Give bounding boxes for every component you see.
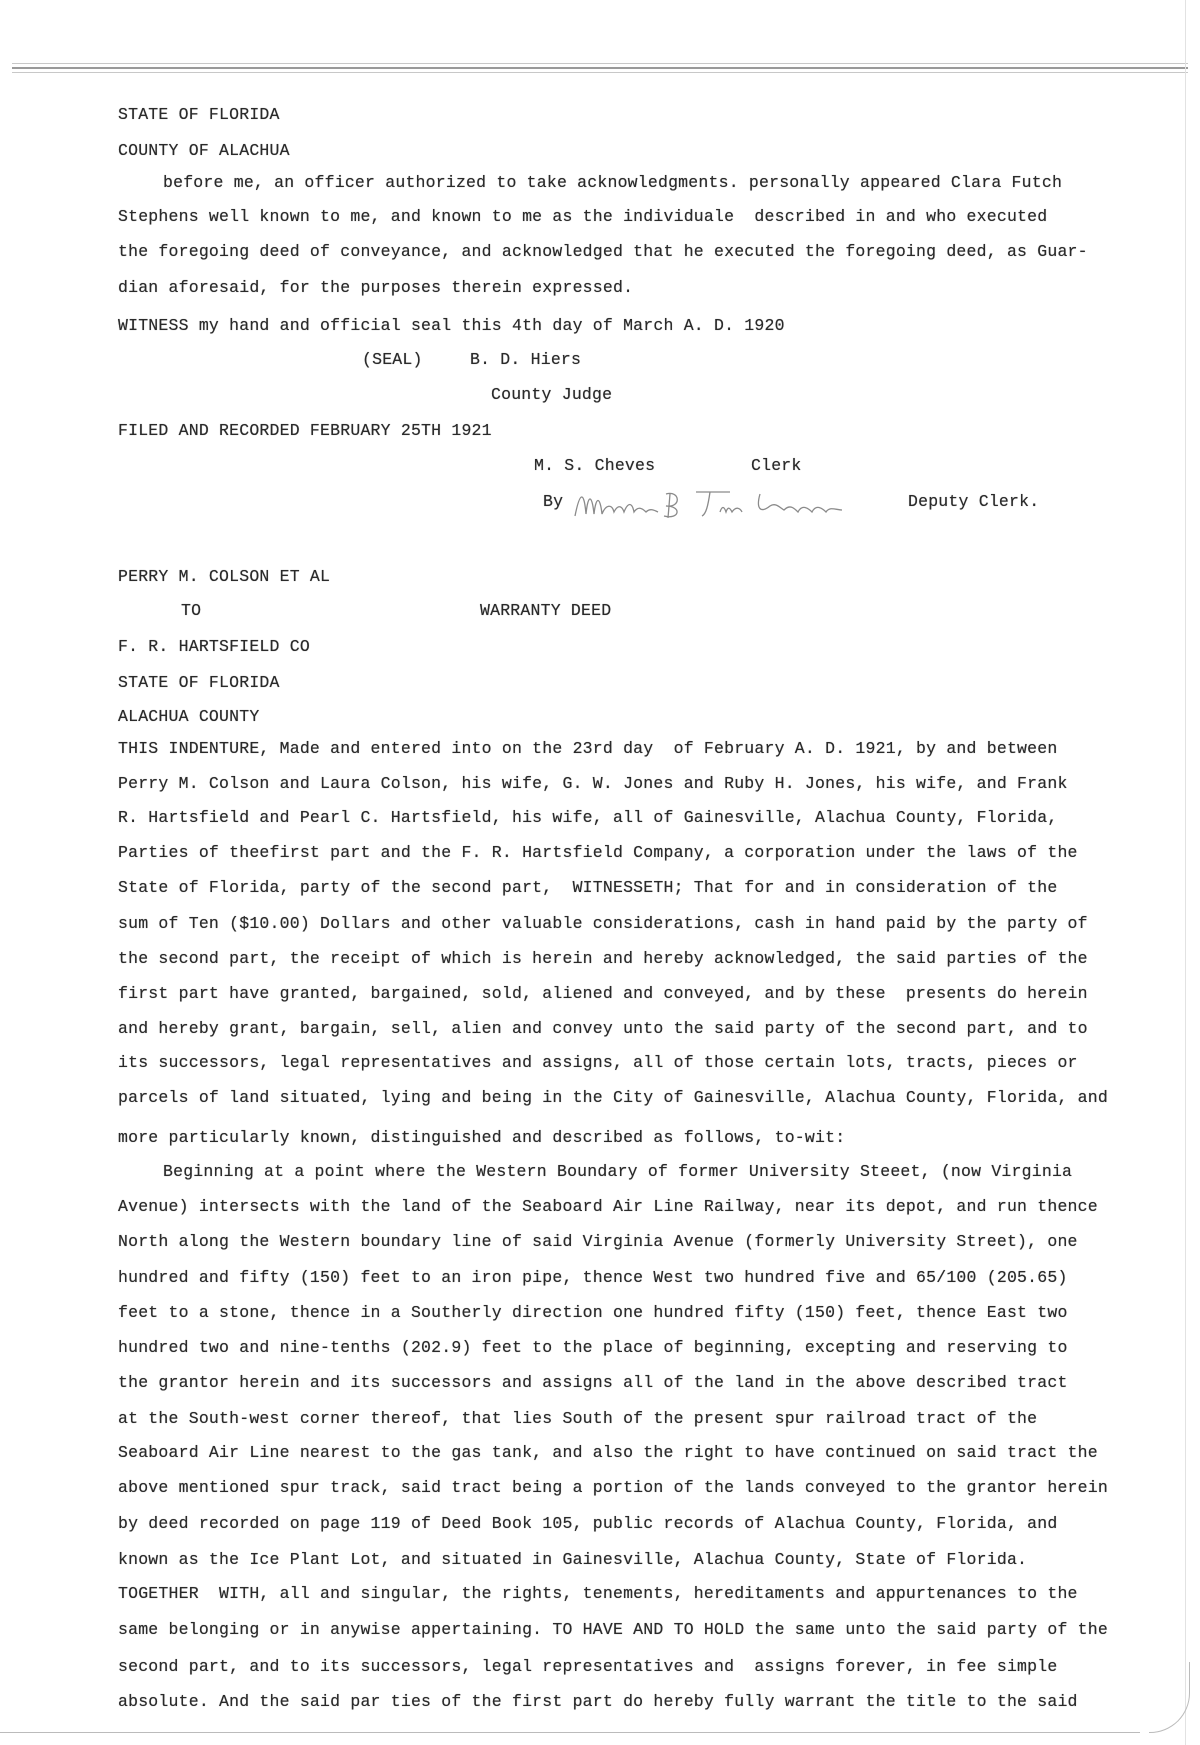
description-line: Beginning at a point where the Western Boundary of former University Steeet, (now Virginia bbox=[163, 1162, 1073, 1181]
description-line: Seaboard Air Line nearest to the gas tank, and also the right to have continued on said tract the bbox=[118, 1443, 1098, 1462]
indenture-line: THIS INDENTURE, Made and entered into on the 23rd day of February A. D. 1921, by and between bbox=[118, 739, 1058, 758]
description-line: by deed recorded on page 119 of Deed Book 105, public records of Alachua County, Florida, and bbox=[118, 1514, 1058, 1533]
indenture-line: first part have granted, bargained, sold, aliened and conveyed, and by these presents do herein bbox=[118, 984, 1088, 1003]
ack-state: STATE OF FLORIDA bbox=[118, 105, 280, 124]
page-edge bbox=[1185, 0, 1186, 1745]
description-line: at the South-west corner thereof, that lies South of the present spur railroad tract of the bbox=[118, 1409, 1038, 1428]
deed-state: STATE OF FLORIDA bbox=[118, 673, 280, 692]
filed-line: FILED AND RECORDED FEBRUARY 25TH 1921 bbox=[118, 421, 492, 440]
header-rule-top bbox=[12, 63, 1188, 64]
description-line: same belonging or in anywise appertaining. TO HAVE AND TO HOLD the same unto the said party of the bbox=[118, 1620, 1108, 1639]
description-line: the grantor herein and its successors and assigns all of the land in the above described tract bbox=[118, 1373, 1068, 1392]
description-line: North along the Western boundary line of said Virginia Avenue (formerly University Street), one bbox=[118, 1232, 1078, 1251]
description-line: feet to a stone, thence in a Southerly direction one hundred fifty (150) feet, thence East two bbox=[118, 1303, 1068, 1322]
indenture-line: and hereby grant, bargain, sell, alien and convey unto the said party of the second part, and to bbox=[118, 1019, 1088, 1038]
by-label: By bbox=[543, 492, 564, 511]
indenture-line: parcels of land situated, lying and being in the City of Gainesville, Alachua County, Florida, and bbox=[118, 1088, 1108, 1107]
deed-to: TO bbox=[181, 601, 202, 620]
ack-county: COUNTY OF ALACHUA bbox=[118, 141, 290, 160]
clerk-name: M. S. Cheves bbox=[534, 456, 656, 475]
header-rule-bottom bbox=[12, 72, 1188, 73]
ack-body-line: before me, an officer authorized to take acknowledgments. personally appeared Clara Futch bbox=[163, 173, 1063, 192]
indenture-line: the second part, the receipt of which is herein and hereby acknowledged, the said parties of the bbox=[118, 949, 1088, 968]
clerk-title: Clerk bbox=[751, 456, 802, 475]
handwritten-signature bbox=[570, 486, 910, 526]
description-line: hundred and fifty (150) feet to an iron pipe, thence West two hundred five and 65/100 (205.65) bbox=[118, 1268, 1068, 1287]
description-line: known as the Ice Plant Lot, and situated in Gainesville, Alachua County, State of Florida. bbox=[118, 1550, 1028, 1569]
judge-title: County Judge bbox=[491, 385, 613, 404]
description-line: TOGETHER WITH, all and singular, the rights, tenements, hereditaments and appurtenances to the bbox=[118, 1584, 1078, 1603]
footer-rule bbox=[0, 1732, 1140, 1733]
indenture-line: sum of Ten ($10.00) Dollars and other valuable considerations, cash in hand paid by the party of bbox=[118, 914, 1088, 933]
witness-line: WITNESS my hand and official seal this 4th day of March A. D. 1920 bbox=[118, 316, 785, 335]
header-rule bbox=[12, 67, 1188, 69]
description-line: Avenue) intersects with the land of the Seaboard Air Line Railway, near its depot, and run thence bbox=[118, 1197, 1098, 1216]
description-line: absolute. And the said par ties of the first part do hereby fully warrant the title to the said bbox=[118, 1692, 1078, 1711]
ack-body-line: the foregoing deed of conveyance, and acknowledged that he executed the foregoing deed, as Guar- bbox=[118, 242, 1088, 261]
deed-grantor: PERRY M. COLSON ET AL bbox=[118, 567, 331, 586]
description-line: above mentioned spur track, said tract being a portion of the lands conveyed to the grantor herein bbox=[118, 1478, 1108, 1497]
indenture-line: State of Florida, party of the second part, WITNESSETH; That for and in consideration of the bbox=[118, 878, 1058, 897]
deputy-title: Deputy Clerk. bbox=[908, 492, 1040, 511]
ack-body-line: Stephens well known to me, and known to me as the individuale described in and who executed bbox=[118, 207, 1048, 226]
indenture-line: more particularly known, distinguished and described as follows, to-wit: bbox=[118, 1128, 846, 1147]
indenture-line: R. Hartsfield and Pearl C. Hartsfield, his wife, all of Gainesville, Alachua County, Florida, bbox=[118, 808, 1058, 827]
deed-county: ALACHUA COUNTY bbox=[118, 707, 260, 726]
deed-title: WARRANTY DEED bbox=[480, 601, 612, 620]
description-line: second part, and to its successors, legal representatives and assigns forever, in fee simple bbox=[118, 1657, 1058, 1676]
page-corner-curl bbox=[1149, 1662, 1190, 1733]
indenture-line: Parties of theefirst part and the F. R. Hartsfield Company, a corporation under the laws of the bbox=[118, 843, 1078, 862]
seal-label: (SEAL) bbox=[362, 350, 423, 369]
indenture-line: its successors, legal representatives and assigns, all of those certain lots, tracts, pieces or bbox=[118, 1053, 1078, 1072]
ack-body-line: dian aforesaid, for the purposes therein expressed. bbox=[118, 278, 634, 297]
indenture-line: Perry M. Colson and Laura Colson, his wife, G. W. Jones and Ruby H. Jones, his wife, and Frank bbox=[118, 774, 1068, 793]
description-line: hundred two and nine-tenths (202.9) feet to the place of beginning, excepting and reserving to bbox=[118, 1338, 1068, 1357]
judge-name: B. D. Hiers bbox=[470, 350, 582, 369]
deed-grantee: F. R. HARTSFIELD CO bbox=[118, 637, 310, 656]
